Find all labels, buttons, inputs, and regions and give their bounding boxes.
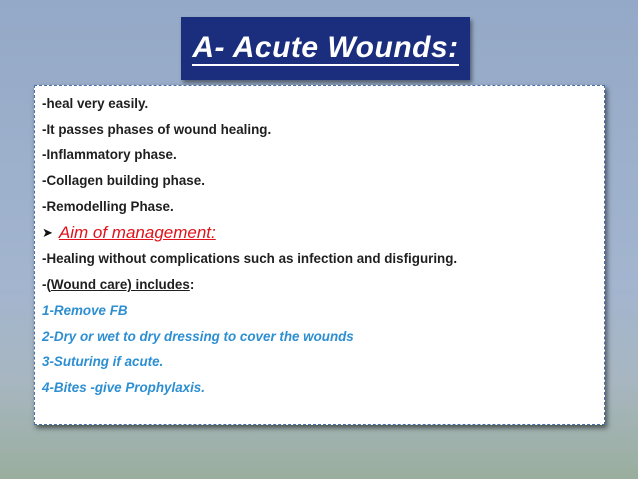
step-suturing: 3-Suturing if acute. [42, 354, 164, 370]
aim-of-management-heading [42, 219, 598, 246]
content-panel [34, 85, 605, 425]
content-lines [42, 91, 598, 401]
step-bites: 4-Bites -give Prophylaxis. [42, 379, 205, 395]
point-inflammatory-phase: -Inflammatory phase. [42, 147, 177, 163]
arrow-bullet-icon: ➤ [42, 225, 53, 241]
step-dressing: 2-Dry or wet to dry dressing to cover the wounds [42, 328, 354, 344]
wound-care-underlined: Wound care) includes [50, 277, 190, 293]
aim-heading-text: Aim of management: [58, 223, 216, 243]
point-healing-goal: -Healing without complications such as infection and disfiguring. [42, 251, 458, 267]
point-remodelling-phase: -Remodelling Phase. [42, 198, 174, 214]
point-collagen-phase: -Collagen building phase. [42, 173, 205, 189]
slide-title: A- Acute Wounds: [192, 30, 459, 64]
wound-care-prefix: -( [42, 277, 51, 293]
step-remove-fb: 1-Remove FB [42, 302, 128, 318]
point-heal-easily: -heal very easily. [42, 96, 149, 111]
wound-care-heading [42, 272, 598, 298]
title-banner [181, 17, 470, 80]
point-phases: -It passes phases of wound healing. [42, 121, 272, 137]
wound-care-suffix: : [189, 277, 195, 293]
